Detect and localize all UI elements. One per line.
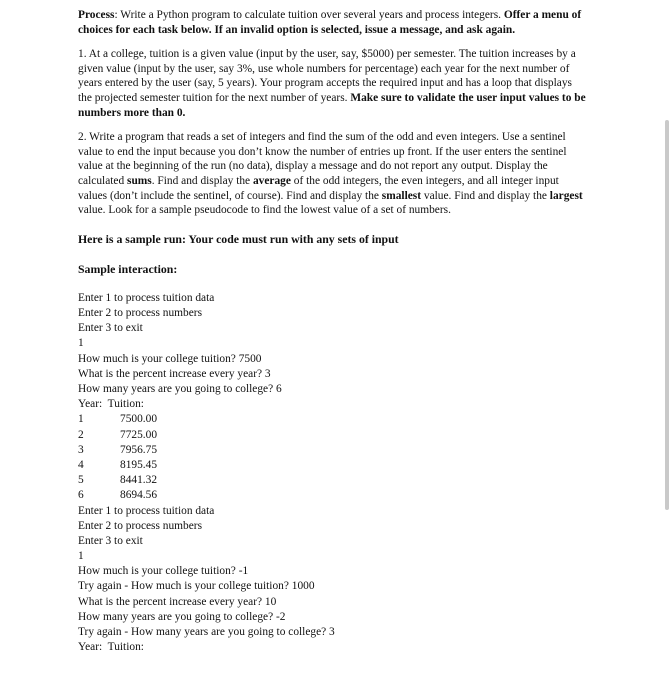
tuition-cell: 8441.32 [120, 474, 158, 487]
task-1-emphasis: Make sure to validate the user input values to be numbers more than 0. [78, 91, 586, 119]
output-line: How much is your college tuition? -1 [78, 565, 249, 578]
output-line: Enter 2 to process numbers [78, 307, 203, 320]
intro-emphasis: Offer a menu of choices for each task below. If an invalid option is selected, issue a message, and ask again. [78, 9, 582, 36]
output-line: How many years are you going to college? 6 [78, 383, 282, 396]
year-cell: 3 [78, 443, 84, 456]
output-line: Enter 3 to exit [78, 534, 143, 547]
sample-output [78, 291, 588, 656]
task-2-paragraph: 2. Write a program that reads a set of integers and find the sum of the odd and even integers. Use a sentinel value to end the input because you don’t know the number of entries up front. If the user enters the sentinel value at the beginning of the run (no data), display a message and do not report any output. Display the calculated sums. Find and display the average of the odd integers, the even integers, and all integer input values (don’t include the sentinel, of course). Find and display the smallest value. Find and display the largest value. Look for a sample pseudocode to find the lowest value of a set of numbers. [78, 131, 583, 217]
task-1-paragraph: 1. At a college, tuition is a given value (input by the user, say, $5000) per semester. The tuition increases by a given value (input by the user, say 3%, use whole numbers for percentage) each year for the next number of years entered by the user (say, 5 years). Your program accepts the required input and has a loop that displays the projected semester tuition for the next number of years. Make sure to validate the user input values to be numbers more than 0. [78, 48, 586, 119]
table-row [78, 443, 588, 458]
tuition-table [78, 412, 588, 503]
output-line: Enter 3 to exit [78, 322, 143, 335]
tuition-cell: 7956.75 [120, 443, 158, 456]
year-cell: 4 [78, 458, 84, 471]
output-line: How many years are you going to college? -2 [78, 610, 286, 623]
output-line: Try again - How many years are you going to college? 3 [78, 626, 335, 639]
tuition-cell: 8195.45 [120, 458, 158, 471]
document-body [78, 8, 588, 655]
sample-interaction-heading: Sample interaction: [78, 262, 178, 277]
output-line: Enter 2 to process numbers [78, 519, 203, 532]
sample-block-2 [78, 504, 588, 656]
table-row [78, 458, 588, 473]
table-row [78, 412, 588, 427]
year-cell: 2 [78, 428, 84, 441]
sample-run-heading: Here is a sample run: Your code must run with any sets of input [78, 231, 399, 246]
tuition-cell: 7500.00 [120, 413, 158, 426]
tuition-cell: 8694.56 [120, 489, 158, 502]
table-row [78, 428, 588, 443]
year-cell: 1 [78, 413, 84, 426]
table-row [78, 488, 588, 503]
process-label: Process [78, 9, 115, 21]
intro-paragraph: Process: Write a Python program to calculate tuition over several years and process integers. Offer a menu of choices for each task below. If an invalid option is selected, issue a message, and ask again. [78, 9, 582, 36]
output-line: Year: Tuition: [78, 641, 144, 654]
vertical-scrollbar[interactable] [665, 120, 669, 510]
output-line: 1 [78, 337, 84, 350]
table-row [78, 473, 588, 488]
output-line: 1 [78, 550, 84, 563]
year-cell: 6 [78, 489, 84, 502]
output-line: What is the percent increase every year? 3 [78, 367, 271, 380]
output-line: What is the percent increase every year? 10 [78, 595, 277, 608]
output-line: Year: Tuition: [78, 398, 144, 411]
year-cell: 5 [78, 474, 84, 487]
output-line: Enter 1 to process tuition data [78, 291, 215, 304]
output-line: Try again - How much is your college tuition? 1000 [78, 580, 315, 593]
output-line: Enter 1 to process tuition data [78, 504, 215, 517]
sample-block-1 [78, 291, 588, 413]
tuition-cell: 7725.00 [120, 428, 158, 441]
output-line: How much is your college tuition? 7500 [78, 352, 262, 365]
